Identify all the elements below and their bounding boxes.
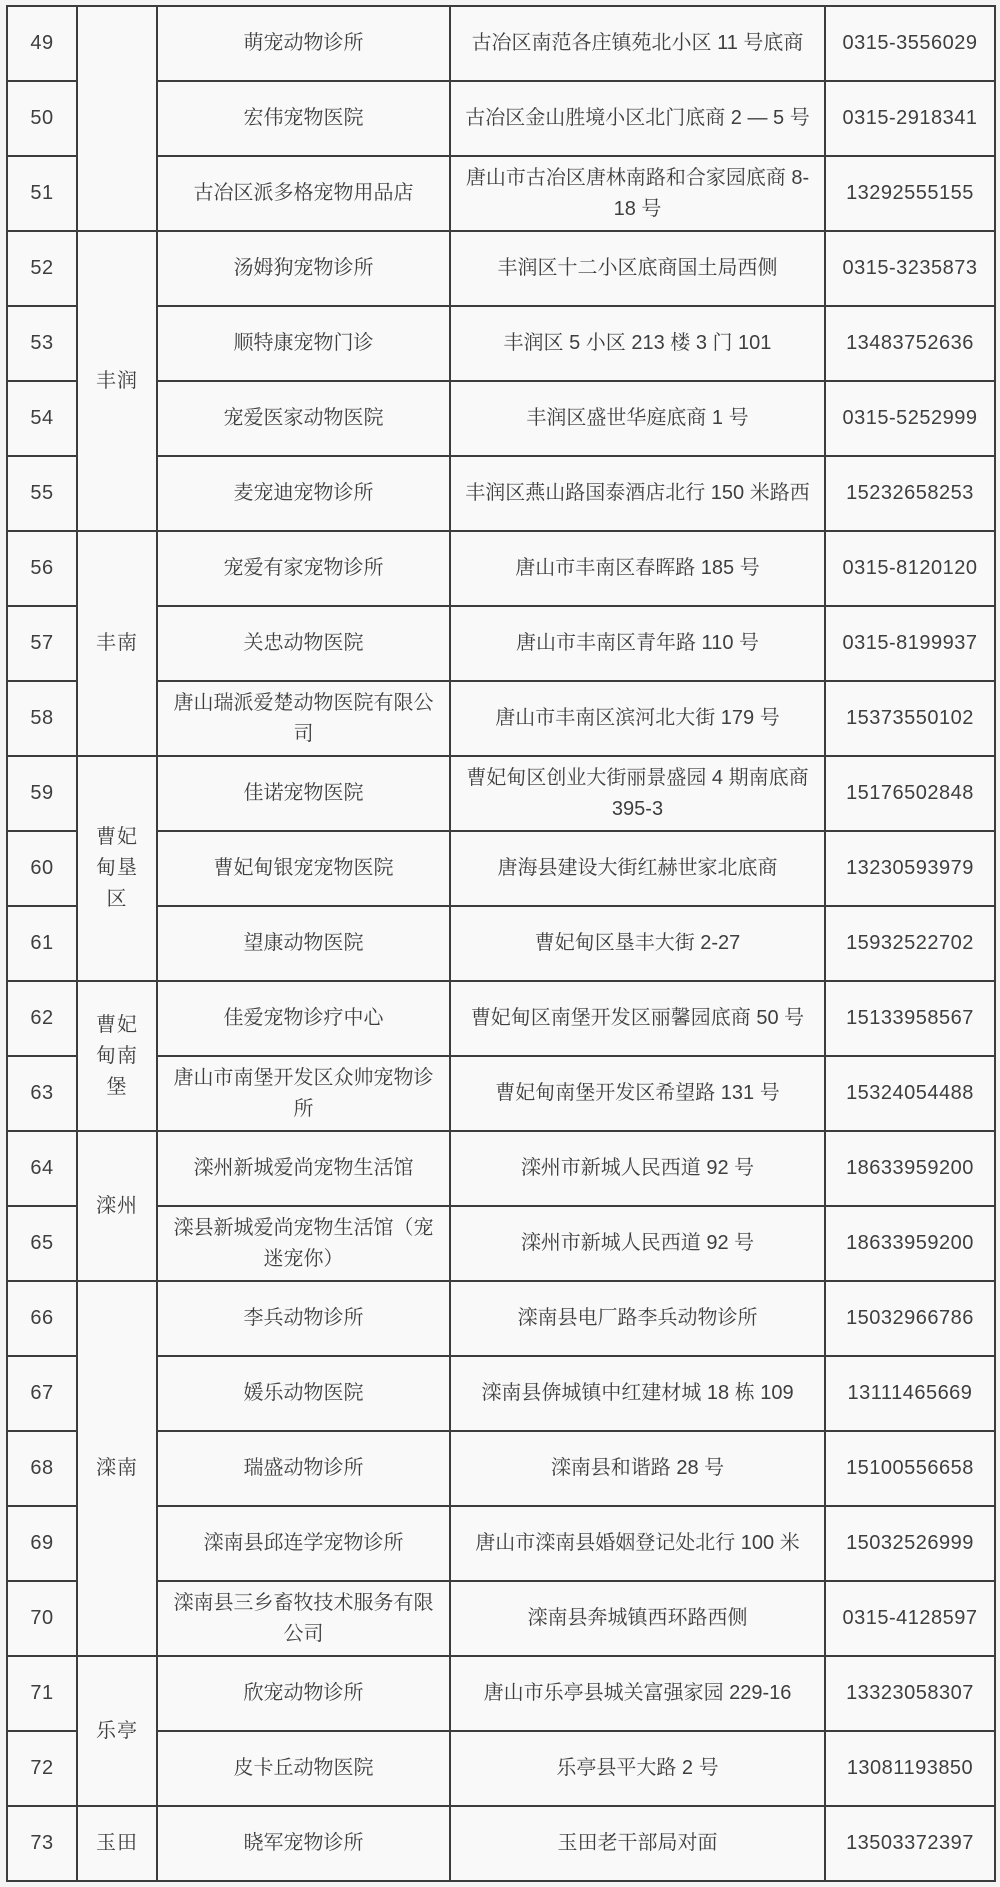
address-cell: 曹妃甸区南堡开发区丽馨园底商 50 号 [450,981,825,1056]
table-row [7,1806,995,1881]
clinic-name-cell: 宏伟宠物医院 [157,81,450,156]
phone-cell: 0315-3235873 [825,231,995,306]
phone-cell: 0315-8120120 [825,531,995,606]
address-cell: 滦南县倴城镇中红建材城 18 栋 109 [450,1356,825,1431]
row-number-cell: 72 [7,1731,77,1806]
row-number-cell: 64 [7,1131,77,1206]
district-cell [77,6,157,231]
district-cell: 乐亭 [77,1656,157,1806]
address-cell: 唐山市丰南区滨河北大街 179 号 [450,681,825,756]
address-cell: 唐山市丰南区青年路 110 号 [450,606,825,681]
row-number-cell: 73 [7,1806,77,1881]
phone-cell: 0315-2918341 [825,81,995,156]
row-number-cell: 65 [7,1206,77,1281]
clinic-name-cell: 皮卡丘动物医院 [157,1731,450,1806]
clinic-name-cell: 顺特康宠物门诊 [157,306,450,381]
phone-cell: 15373550102 [825,681,995,756]
clinic-name-cell: 滦南县三乡畜牧技术服务有限公司 [157,1581,450,1656]
clinic-table-body [7,6,995,1881]
phone-cell: 13323058307 [825,1656,995,1731]
row-number-cell: 62 [7,981,77,1056]
clinic-name-cell: 关忠动物医院 [157,606,450,681]
clinic-name-cell: 望康动物医院 [157,906,450,981]
table-row [7,1281,995,1356]
district-cell: 滦州 [77,1131,157,1281]
address-cell: 唐山市滦南县婚姻登记处北行 100 米 [450,1506,825,1581]
clinic-name-cell: 李兵动物诊所 [157,1281,450,1356]
table-row [7,981,995,1056]
table-row [7,1131,995,1206]
row-number-cell: 49 [7,6,77,81]
clinic-name-cell: 佳爱宠物诊疗中心 [157,981,450,1056]
table-row [7,231,995,306]
clinic-name-cell: 晓军宠物诊所 [157,1806,450,1881]
phone-cell: 13111465669 [825,1356,995,1431]
phone-cell: 15324054488 [825,1056,995,1131]
address-cell: 曹妃甸南堡开发区希望路 131 号 [450,1056,825,1131]
clinic-name-cell: 滦南县邱连学宠物诊所 [157,1506,450,1581]
clinic-name-cell: 宠爱有家宠物诊所 [157,531,450,606]
phone-cell: 18633959200 [825,1131,995,1206]
table-row [7,6,995,81]
address-cell: 古冶区金山胜境小区北门底商 2 — 5 号 [450,81,825,156]
district-cell: 丰润 [77,231,157,531]
clinic-name-cell: 滦县新城爱尚宠物生活馆（宠迷宠你） [157,1206,450,1281]
phone-cell: 15032966786 [825,1281,995,1356]
address-cell: 曹妃甸区创业大街丽景盛园 4 期南底商 395-3 [450,756,825,831]
clinic-name-cell: 欣宠动物诊所 [157,1656,450,1731]
clinic-name-cell: 宠爱医家动物医院 [157,381,450,456]
clinic-name-cell: 佳诺宠物医院 [157,756,450,831]
address-cell: 滦南县和谐路 28 号 [450,1431,825,1506]
row-number-cell: 55 [7,456,77,531]
clinic-name-cell: 滦州新城爱尚宠物生活馆 [157,1131,450,1206]
clinic-name-cell: 曹妃甸银宠宠物医院 [157,831,450,906]
phone-cell: 0315-3556029 [825,6,995,81]
row-number-cell: 57 [7,606,77,681]
row-number-cell: 52 [7,231,77,306]
address-cell: 丰润区十二小区底商国土局西侧 [450,231,825,306]
district-cell: 丰南 [77,531,157,756]
row-number-cell: 68 [7,1431,77,1506]
address-cell: 乐亭县平大路 2 号 [450,1731,825,1806]
row-number-cell: 70 [7,1581,77,1656]
phone-cell: 18633959200 [825,1206,995,1281]
row-number-cell: 56 [7,531,77,606]
table-row [7,531,995,606]
district-cell: 滦南 [77,1281,157,1656]
phone-cell: 15232658253 [825,456,995,531]
address-cell: 丰润区 5 小区 213 楼 3 门 101 [450,306,825,381]
phone-cell: 0315-4128597 [825,1581,995,1656]
row-number-cell: 61 [7,906,77,981]
row-number-cell: 53 [7,306,77,381]
district-cell: 玉田 [77,1806,157,1881]
row-number-cell: 54 [7,381,77,456]
district-cell: 曹妃甸南堡 [77,981,157,1131]
address-cell: 丰润区盛世华庭底商 1 号 [450,381,825,456]
clinic-name-cell: 唐山瑞派爱楚动物医院有限公司 [157,681,450,756]
address-cell: 滦南县电厂路李兵动物诊所 [450,1281,825,1356]
row-number-cell: 51 [7,156,77,231]
table-row [7,1656,995,1731]
clinic-name-cell: 汤姆狗宠物诊所 [157,231,450,306]
row-number-cell: 59 [7,756,77,831]
address-cell: 唐山市乐亭县城关富强家园 229-16 [450,1656,825,1731]
address-cell: 滦州市新城人民西道 92 号 [450,1131,825,1206]
row-number-cell: 71 [7,1656,77,1731]
address-cell: 唐山市古冶区唐林南路和合家园底商 8-18 号 [450,156,825,231]
phone-cell: 0315-5252999 [825,381,995,456]
phone-cell: 15133958567 [825,981,995,1056]
phone-cell: 15032526999 [825,1506,995,1581]
phone-cell: 15932522702 [825,906,995,981]
phone-cell: 0315-8199937 [825,606,995,681]
phone-cell: 13292555155 [825,156,995,231]
clinic-name-cell: 媛乐动物医院 [157,1356,450,1431]
phone-cell: 13503372397 [825,1806,995,1881]
address-cell: 唐海县建设大街红赫世家北底商 [450,831,825,906]
address-cell: 唐山市丰南区春晖路 185 号 [450,531,825,606]
row-number-cell: 50 [7,81,77,156]
row-number-cell: 67 [7,1356,77,1431]
row-number-cell: 58 [7,681,77,756]
clinic-name-cell: 萌宠动物诊所 [157,6,450,81]
phone-cell: 15100556658 [825,1431,995,1506]
row-number-cell: 60 [7,831,77,906]
address-cell: 丰润区燕山路国泰酒店北行 150 米路西 [450,456,825,531]
address-cell: 滦州市新城人民西道 92 号 [450,1206,825,1281]
phone-cell: 15176502848 [825,756,995,831]
phone-cell: 13483752636 [825,306,995,381]
row-number-cell: 66 [7,1281,77,1356]
address-cell: 滦南县奔城镇西环路西侧 [450,1581,825,1656]
clinic-name-cell: 古冶区派多格宠物用品店 [157,156,450,231]
clinic-name-cell: 唐山市南堡开发区众帅宠物诊所 [157,1056,450,1131]
row-number-cell: 63 [7,1056,77,1131]
address-cell: 曹妃甸区垦丰大街 2-27 [450,906,825,981]
address-cell: 古冶区南范各庄镇苑北小区 11 号底商 [450,6,825,81]
clinic-table [6,5,996,1882]
district-cell: 曹妃甸垦区 [77,756,157,981]
phone-cell: 13081193850 [825,1731,995,1806]
row-number-cell: 69 [7,1506,77,1581]
clinic-name-cell: 麦宠迪宠物诊所 [157,456,450,531]
address-cell: 玉田老干部局对面 [450,1806,825,1881]
phone-cell: 13230593979 [825,831,995,906]
clinic-name-cell: 瑞盛动物诊所 [157,1431,450,1506]
table-row [7,756,995,831]
